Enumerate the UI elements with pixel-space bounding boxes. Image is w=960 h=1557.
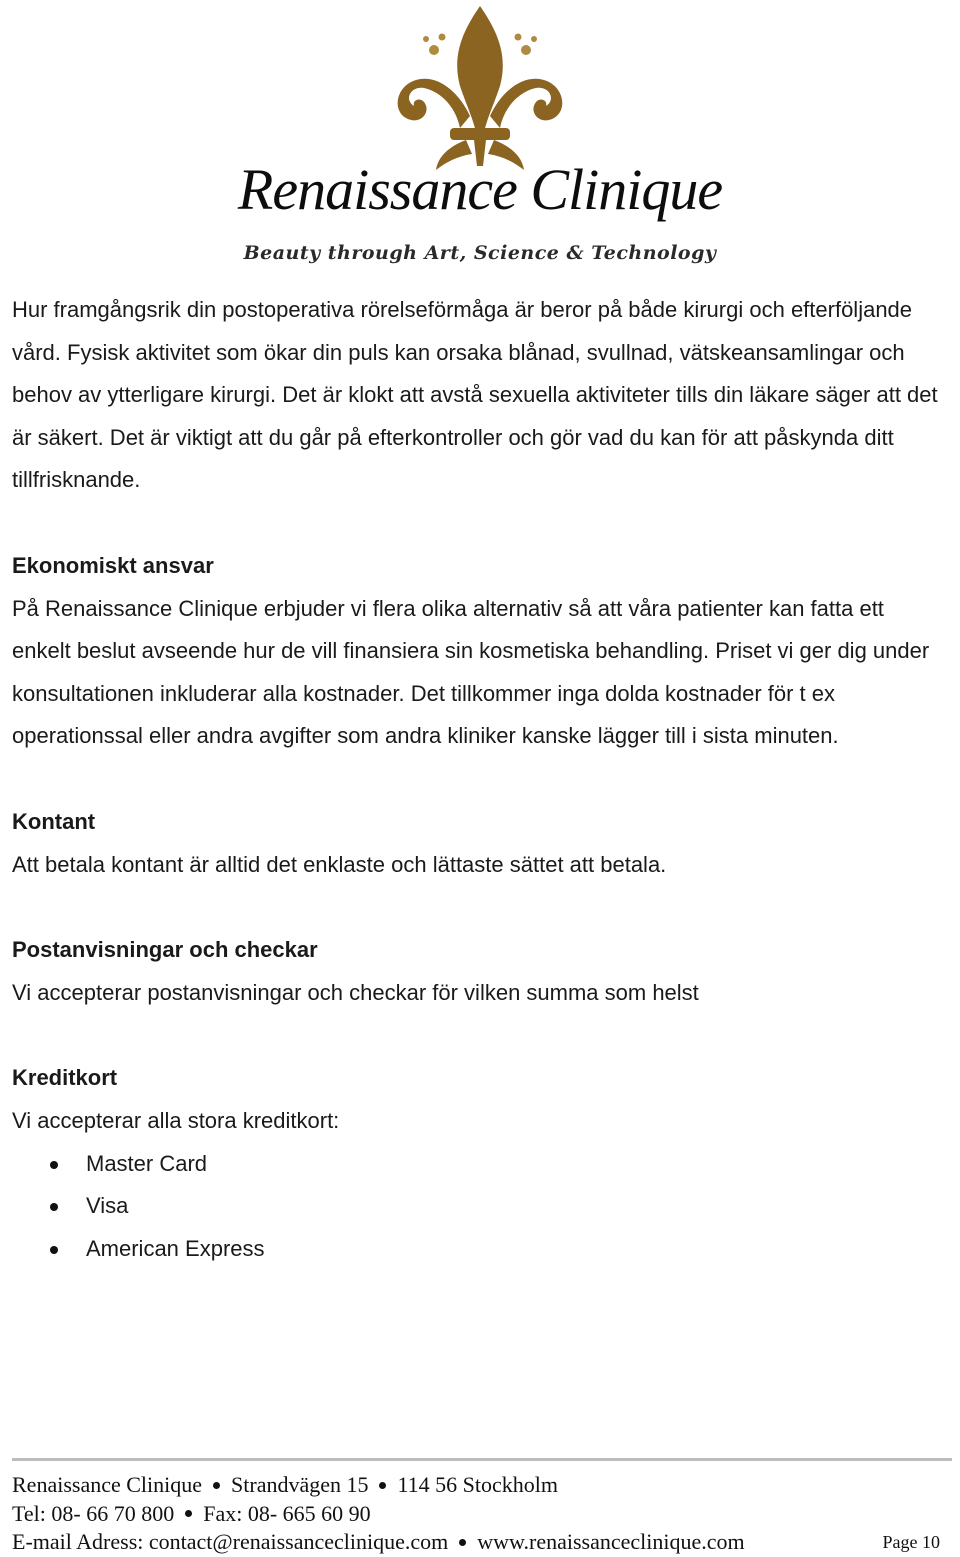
brand-name: Renaissance Clinique [237, 157, 723, 222]
section-heading: Postanvisningar och checkar [12, 937, 318, 963]
section-kreditkort [12, 1057, 942, 1270]
document-body [12, 289, 942, 1270]
footer-contact-line [12, 1500, 952, 1529]
bullet-icon [50, 1246, 58, 1254]
section-text: Vi accepterar postanvisningar och checkar för vilken summa som helst [12, 979, 699, 1005]
footer-clinic-name: Renaissance Clinique [12, 1472, 203, 1497]
list-item [12, 1228, 942, 1271]
section-text: Att betala kontant är alltid det enklaste och lättaste sättet att betala. [12, 851, 667, 877]
brand-tagline: Beauty through Art, Science & Technology [243, 242, 717, 264]
page-footer [12, 1471, 952, 1557]
footer-street: Strandvägen 15 [231, 1472, 369, 1497]
intro-paragraph: Hur framgångsrik din postoperativa rörelseförmåga är beror på både kirurgi och efterföljande vård. Fysisk aktivitet som ökar din puls kan orsaka blånad, svullnad, vätskeansamlingar och behov av ytterligare kirurgi. Det är klokt att avstå sexuella aktiviteter tills din läkare säger att det är säkert. Det är viktigt att du går på efterkontroller och gör vad du kan för att påskynda ditt tillfrisknande. [12, 297, 938, 493]
page-number: Page 10 [882, 1532, 940, 1552]
section-text: Vi accepterar alla stora kreditkort: [12, 1107, 340, 1133]
footer-fax: Fax: 08- 665 60 90 [203, 1500, 371, 1526]
clinic-logo [0, 0, 960, 275]
bullet-icon [213, 1482, 220, 1489]
section-text: På Renaissance Clinique erbjuder vi flera olika alternativ så att våra patienter kan fatta ett enkelt beslut avseende hur de vill finansiera sin kosmetiska behandling. Priset vi ger dig under konsultationen inkluderar alla kostnader. Det tillkommer inga dolda kostnader för t ex operationssal eller andra avgifter som andra kliniker kanske lägger till i sista minuten. [12, 595, 930, 749]
footer-address-line [12, 1471, 952, 1500]
section-kontant [12, 801, 942, 886]
list-item-label: American Express [86, 1235, 265, 1261]
bullet-icon [50, 1161, 58, 1169]
list-item-label: Master Card [86, 1150, 208, 1176]
credit-card-list [12, 1143, 942, 1271]
footer-web-line [12, 1528, 952, 1557]
list-item-label: Visa [86, 1193, 129, 1219]
bullet-icon [459, 1539, 466, 1546]
footer-divider [12, 1458, 952, 1461]
section-postanvisningar [12, 929, 942, 1014]
footer-phone: Tel: 08- 66 70 800 [12, 1500, 175, 1526]
footer-city: 114 56 Stockholm [397, 1472, 559, 1497]
bullet-icon [379, 1482, 386, 1489]
list-item [12, 1185, 942, 1228]
section-heading: Kreditkort [12, 1065, 118, 1091]
section-heading: Ekonomiskt ansvar [12, 552, 214, 578]
footer-website[interactable]: www.renaissanceclinique.com [477, 1529, 745, 1554]
list-item [12, 1143, 942, 1186]
bullet-icon [50, 1203, 58, 1211]
bullet-icon [185, 1510, 192, 1517]
section-heading: Kontant [12, 808, 96, 834]
footer-email[interactable]: E-mail Adress: contact@renaissanceclinique.com [12, 1529, 449, 1554]
section-ekonomiskt-ansvar [12, 545, 942, 758]
